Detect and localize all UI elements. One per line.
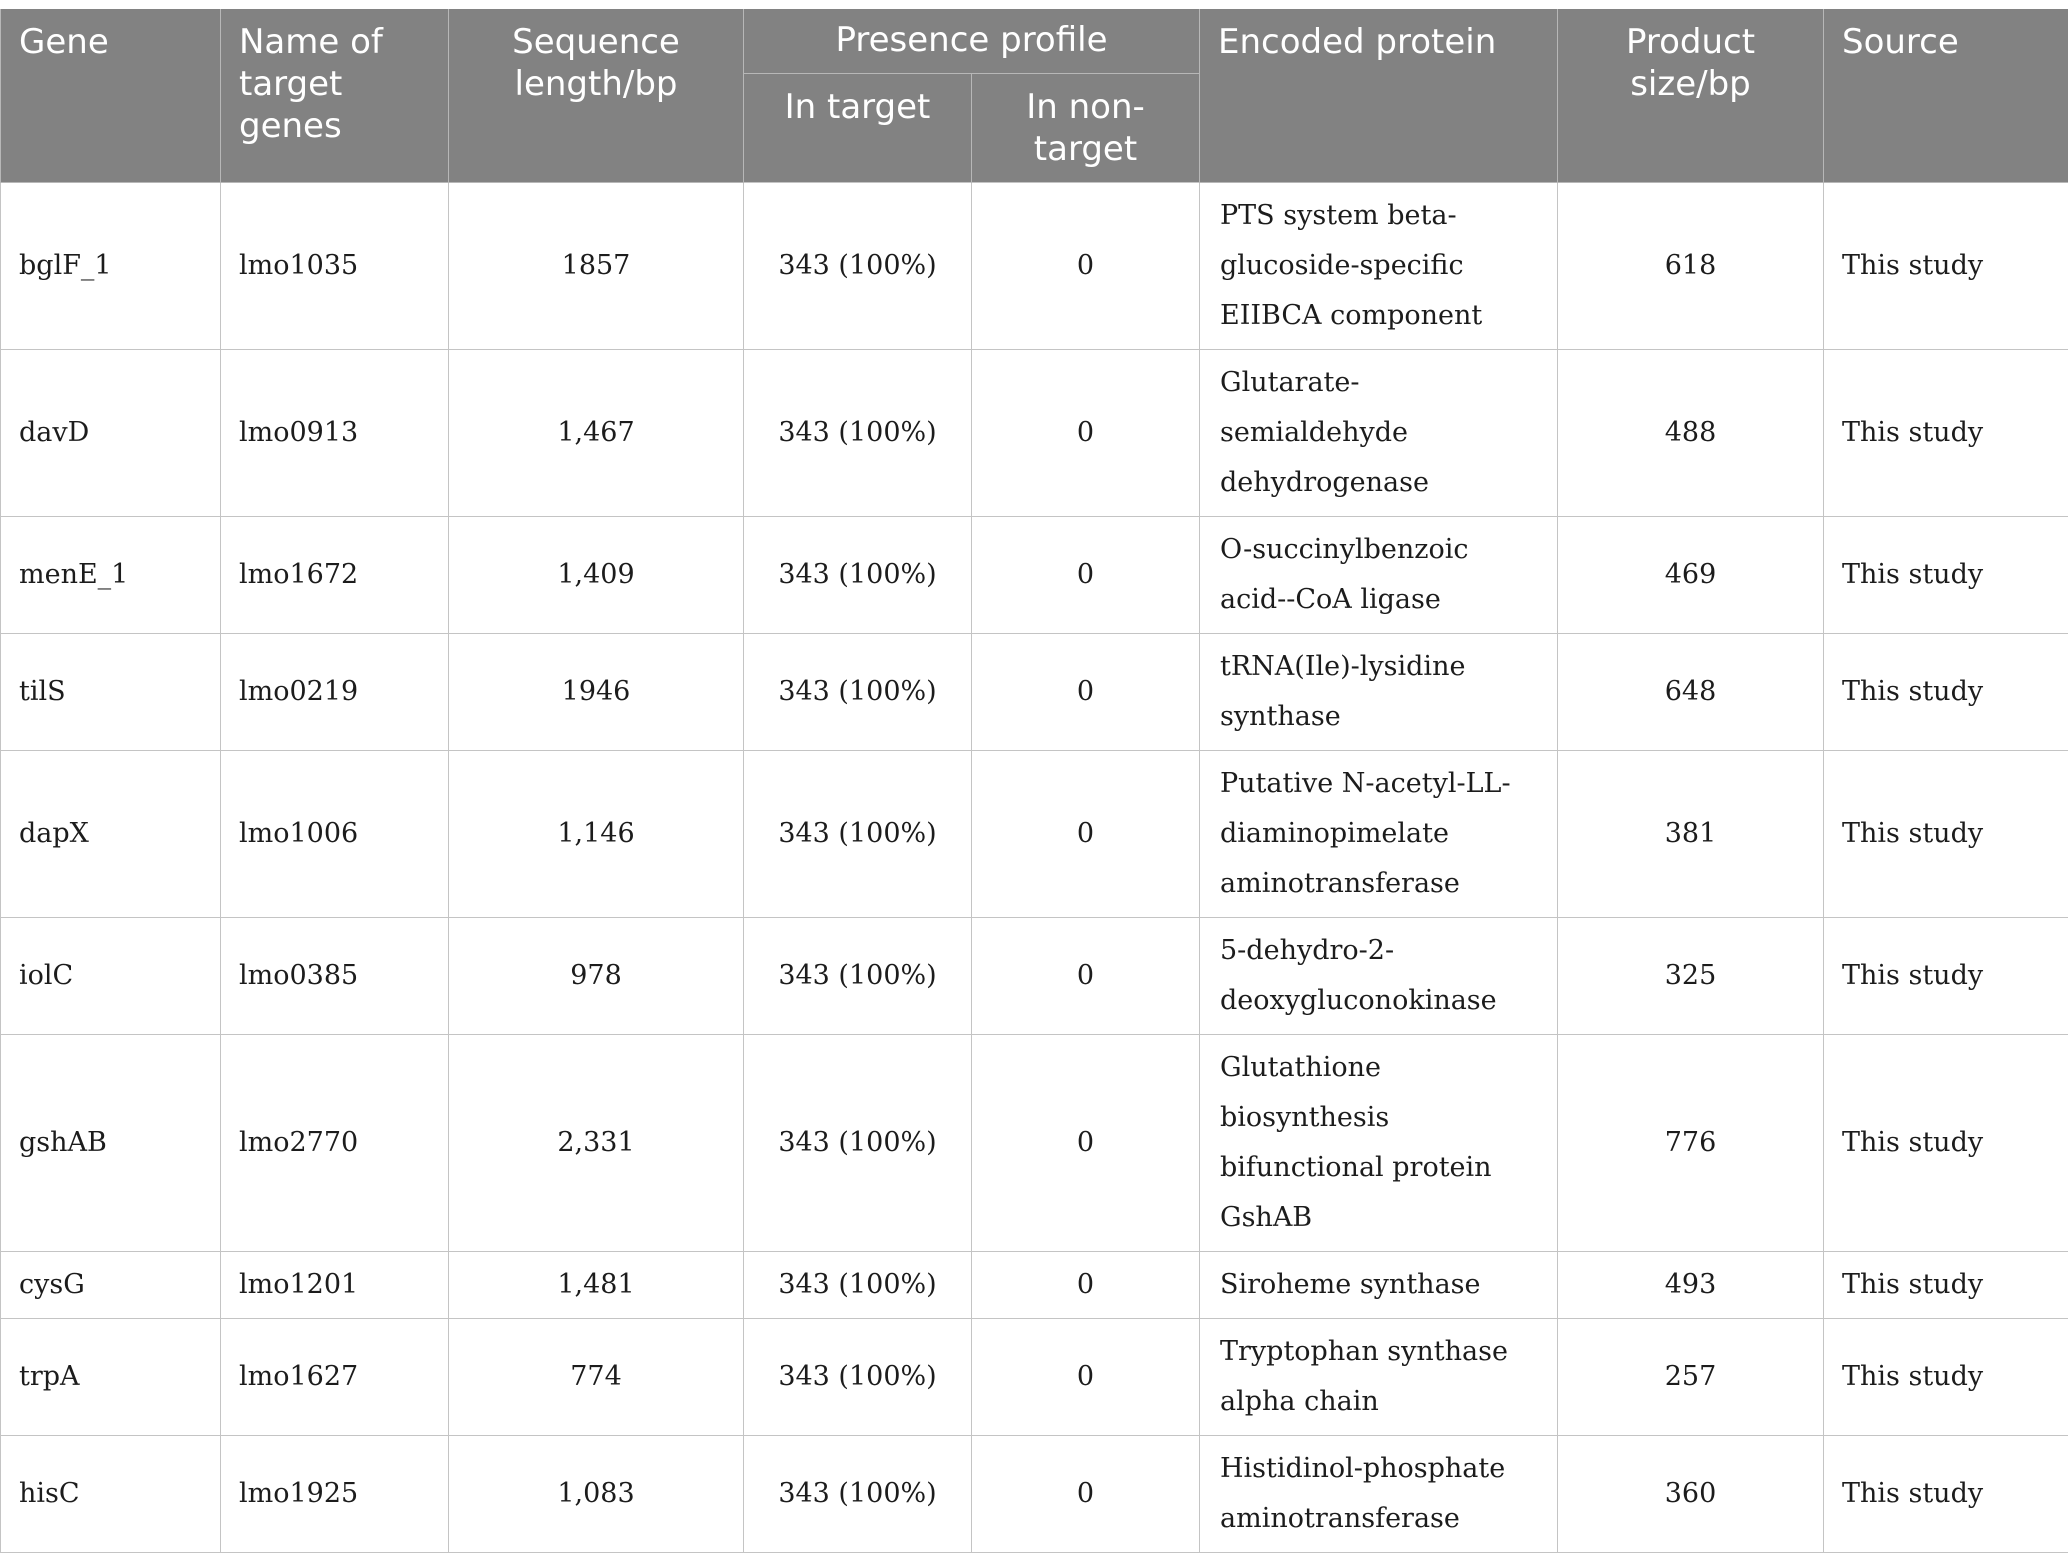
table-body [1,183,2068,1553]
cell-in-target: 343 (100%) [744,1436,972,1553]
cell-gene: hisC [1,1436,221,1553]
cell-in-target: 343 (100%) [744,1035,972,1252]
cell-in-non-target: 0 [972,1436,1200,1553]
table-row [1,1319,2068,1436]
header-sequence-length: Sequence length/bp [449,9,744,183]
header-in-non-target: In non-target [972,74,1200,183]
header-name-of-target-genes: Name of target genes [221,9,449,183]
cell-source: This study [1824,918,2068,1035]
cell-source: This study [1824,183,2068,350]
cell-gene: dapX [1,751,221,918]
cell-target-gene: lmo0385 [221,918,449,1035]
cell-in-target: 343 (100%) [744,517,972,634]
cell-target-gene: lmo1201 [221,1252,449,1319]
cell-gene: davD [1,350,221,517]
cell-in-target: 343 (100%) [744,350,972,517]
table-row [1,517,2068,634]
cell-target-gene: lmo1627 [221,1319,449,1436]
cell-in-non-target: 0 [972,1252,1200,1319]
header-gene: Gene [1,9,221,183]
cell-in-non-target: 0 [972,751,1200,918]
gene-table [0,9,2068,1553]
cell-source: This study [1824,1436,2068,1553]
cell-product-size: 325 [1558,918,1824,1035]
cell-sequence-length: 1,467 [449,350,744,517]
cell-sequence-length: 1857 [449,183,744,350]
cell-gene: tilS [1,634,221,751]
cell-source: This study [1824,751,2068,918]
cell-product-size: 493 [1558,1252,1824,1319]
cell-target-gene: lmo1672 [221,517,449,634]
table-row [1,1035,2068,1252]
cell-target-gene: lmo1925 [221,1436,449,1553]
cell-target-gene: lmo0913 [221,350,449,517]
cell-encoded-protein: Putative N-acetyl-LL-diaminopimelate aminotransferase [1200,751,1558,918]
cell-sequence-length: 1946 [449,634,744,751]
cell-in-target: 343 (100%) [744,634,972,751]
cell-sequence-length: 1,083 [449,1436,744,1553]
cell-gene: gshAB [1,1035,221,1252]
cell-in-non-target: 0 [972,1035,1200,1252]
cell-gene: trpA [1,1319,221,1436]
cell-sequence-length: 1,481 [449,1252,744,1319]
cell-product-size: 648 [1558,634,1824,751]
cell-gene: iolC [1,918,221,1035]
cell-product-size: 381 [1558,751,1824,918]
cell-encoded-protein: O-succinylbenzoic acid--CoA ligase [1200,517,1558,634]
cell-in-target: 343 (100%) [744,751,972,918]
cell-in-non-target: 0 [972,350,1200,517]
table-row [1,1436,2068,1553]
cell-product-size: 776 [1558,1035,1824,1252]
cell-in-target: 343 (100%) [744,918,972,1035]
cell-sequence-length: 774 [449,1319,744,1436]
table-row [1,350,2068,517]
cell-encoded-protein: Siroheme synthase [1200,1252,1558,1319]
cell-encoded-protein: tRNA(Ile)-lysidine synthase [1200,634,1558,751]
cell-target-gene: lmo1035 [221,183,449,350]
cell-encoded-protein: Tryptophan synthase alpha chain [1200,1319,1558,1436]
cell-encoded-protein: Glutarate-semialdehyde dehydrogenase [1200,350,1558,517]
cell-sequence-length: 1,409 [449,517,744,634]
cell-in-target: 343 (100%) [744,183,972,350]
cell-encoded-protein: PTS system beta-glucoside-specific EIIBCA component [1200,183,1558,350]
cell-gene: menE_1 [1,517,221,634]
cell-target-gene: lmo2770 [221,1035,449,1252]
cell-target-gene: lmo1006 [221,751,449,918]
cell-gene: cysG [1,1252,221,1319]
cell-product-size: 618 [1558,183,1824,350]
cell-in-non-target: 0 [972,918,1200,1035]
cell-source: This study [1824,1252,2068,1319]
cell-target-gene: lmo0219 [221,634,449,751]
table-row [1,634,2068,751]
cell-product-size: 469 [1558,517,1824,634]
header-presence-profile: Presence profile [744,9,1200,74]
cell-encoded-protein: Histidinol-phosphate aminotransferase [1200,1436,1558,1553]
cell-product-size: 488 [1558,350,1824,517]
cell-sequence-length: 2,331 [449,1035,744,1252]
cell-source: This study [1824,350,2068,517]
table-header [1,9,2068,183]
table-row [1,1252,2068,1319]
cell-in-non-target: 0 [972,1319,1200,1436]
header-encoded-protein: Encoded protein [1200,9,1558,183]
cell-in-non-target: 0 [972,517,1200,634]
cell-product-size: 257 [1558,1319,1824,1436]
table-row [1,751,2068,918]
cell-sequence-length: 1,146 [449,751,744,918]
cell-encoded-protein: 5-dehydro-2-deoxygluconokinase [1200,918,1558,1035]
cell-product-size: 360 [1558,1436,1824,1553]
cell-gene: bglF_1 [1,183,221,350]
header-in-target: In target [744,74,972,183]
cell-in-target: 343 (100%) [744,1252,972,1319]
header-product-size: Product size/bp [1558,9,1824,183]
cell-encoded-protein: Glutathione biosynthesis bifunctional protein GshAB [1200,1035,1558,1252]
table-row [1,918,2068,1035]
table-row [1,183,2068,350]
cell-source: This study [1824,634,2068,751]
cell-source: This study [1824,1319,2068,1436]
cell-in-non-target: 0 [972,634,1200,751]
cell-in-target: 343 (100%) [744,1319,972,1436]
header-source: Source [1824,9,2068,183]
cell-source: This study [1824,1035,2068,1252]
cell-source: This study [1824,517,2068,634]
cell-sequence-length: 978 [449,918,744,1035]
cell-in-non-target: 0 [972,183,1200,350]
